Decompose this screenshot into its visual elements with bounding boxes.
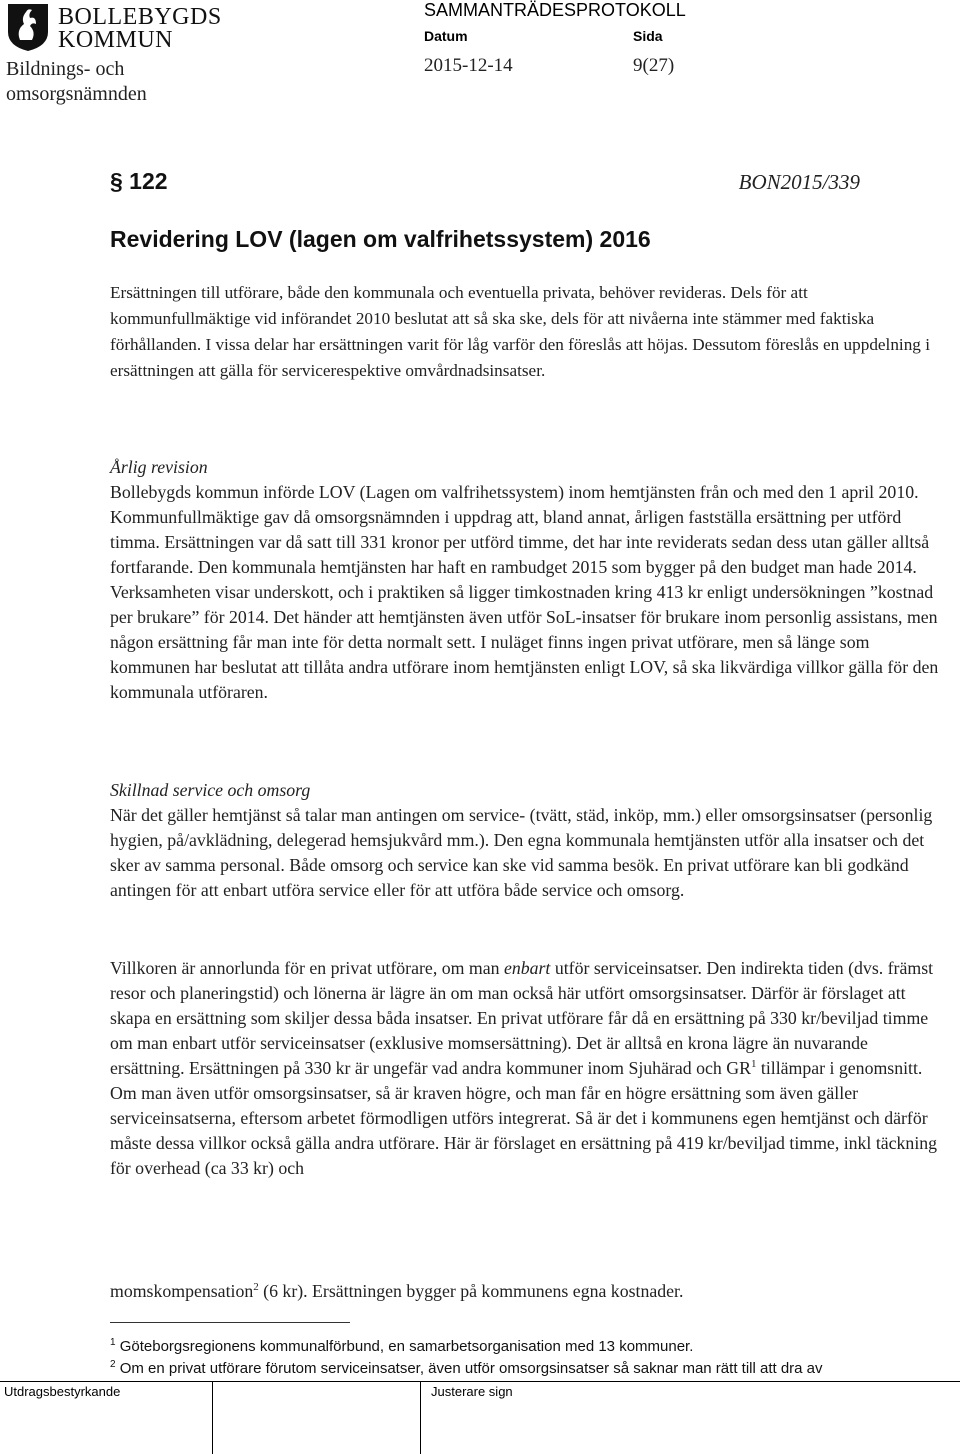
moms-section <box>110 1279 940 1304</box>
omsorg-paragraph: Om man även utför omsorgsinsatser, så är kraven högre, och man får en högre ersättning som även gäller serviceinsatserna, eftersom arbetet förmodligen utförs integrerat. Så är det i kommunens egen hemtjänst och därför måste dessa villkor också gälla andra utförare. Här är förslaget en ersättning på 419 kr/beviljad timme, inkl täckning för overhead (ca 33 kr) och <box>110 1083 938 1178</box>
moms-text-end: (6 kr). Ersättningen bygger på kommunens egna kostnader. <box>258 1281 684 1301</box>
footnote-2 <box>110 1360 823 1378</box>
department-line1: Bildnings- och <box>6 58 125 80</box>
crest-icon <box>6 2 50 52</box>
page-value: 9(27) <box>633 55 675 76</box>
conditions-section <box>110 956 940 1181</box>
case-number: BON2015/339 <box>738 170 860 194</box>
footer-separator-2 <box>420 1381 421 1454</box>
conditions-text-middle: utför serviceinsatser. Den indirekta tiden (dvs. främst resor och planeringstid) och lönerna är lägre än om man också här utfört omsorgsinsatser. Därför är förslaget att skapa en ersättning som skiljer dessa båda insatser. En privat utförare får då en ersättning på 330 kr/beviljad timme om man enbart utför serviceinsatser (exklusive momsersättning). Det är alltså en krona lägre än nuvarande ersättning. Ersättningen på 330 kr är ungefär vad andra kommuner inom Sjuhärad och GR <box>110 958 934 1078</box>
logo-name-line1: BOLLEBYGDS <box>58 4 222 30</box>
conditions-paragraph <box>110 956 940 1081</box>
footnote-2-mark: 2 <box>110 1359 116 1370</box>
footer-divider <box>0 1381 960 1382</box>
difference-paragraph: När det gäller hemtjänst så talar man antingen om service- (tvätt, städ, inköp, mm.) eller omsorgsinsatser (personlig hygien, på/avklädning, delegerad hemsjukvård mm.). Den egna kommunala hemtjänsten utför alla insatser och det sker av samma personal. Både omsorg och service kan ske vid samma besök. En privat utförare kan bli godkänd antingen för att enbart utföra service eller för att utföra både service och omsorg. <box>110 805 933 900</box>
intro-paragraph <box>110 280 940 384</box>
page-title: Revidering LOV (lagen om valfrihetssystem) 2016 <box>110 226 651 252</box>
moms-text-start: momskompensation <box>110 1281 254 1301</box>
footnote-ref-1[interactable]: 1 <box>750 1058 757 1071</box>
section-number: § 122 <box>110 168 168 194</box>
date-label: Datum <box>424 28 468 44</box>
difference-section <box>110 778 940 903</box>
footer-separator-1 <box>212 1381 213 1454</box>
adjuster-sign-label: Justerare sign <box>431 1384 513 1399</box>
footnote-divider <box>110 1322 350 1323</box>
revision-section <box>110 455 940 705</box>
conditions-text-start: Villkoren är annorlunda för en privat utförare, om man <box>110 958 504 978</box>
conditions-text-end: tillämpar i genomsnitt. <box>756 1058 923 1078</box>
moms-paragraph <box>110 1279 940 1304</box>
footnote-1 <box>110 1338 693 1356</box>
footnote-1-mark: 1 <box>110 1337 116 1348</box>
revision-heading: Årlig revision <box>110 457 208 477</box>
certification-label: Utdragsbestyrkande <box>4 1384 121 1399</box>
revision-paragraph: Bollebygds kommun införde LOV (Lagen om valfrihetssystem) inom hemtjänsten från och med den 1 april 2010. Kommunfullmäktige gav då omsorgsnämnden i uppdrag att, bland annat, årligen fastställa ersättning per utförd timma. Ersättningen var då satt till 331 kronor per utförd timme, det har inte reviderats sedan dess utan gäller alltså fortfarande. Den kommunala hemtjänsten har haft en rambudget 2015 som bygger på den budget man hade 2014. Verksamheten visar underskott, och i praktiken så ligger timkostnaden kring 413 kr enligt undersökningen ”kostnad per brukare” för 2014. Det händer att hemtjänsten även utför SoL-insatser för brukare inom personlig assistans, men någon ersättning får man inte för detta normalt sett. I nuläget finns ingen privat utförare, men så länge som kommunen har beslutat att tillåta andra utförare inom hemtjänsten enligt LOV, så ska likvärdiga villkor gälla för den kommunala utföraren. <box>110 482 939 702</box>
department-name <box>6 57 147 107</box>
footnote-2-text: Om en privat utförare förutom serviceinsatser, även utför omsorgsinsatser så saknar man rätt till att dra av <box>115 1360 823 1377</box>
department-line2: omsorgsnämnden <box>6 83 147 105</box>
page-label: Sida <box>633 28 663 44</box>
municipality-logo <box>6 2 222 53</box>
date-value: 2015-12-14 <box>424 55 513 76</box>
intro-text: Ersättningen till utförare, både den kommunala och eventuella privata, behöver revideras. Dels för att kommunfullmäktige vid införandet 2010 beslutat att så ska ske, dels för att nivåerna inte stämmer med faktiska förhållanden. I vissa delar har ersättningen varit för låg varför den föreslås att höjas. Dessutom föreslås en uppdelning i ersättningen att gälla för servicerespektive omvårdnadsinsatser. <box>110 283 930 380</box>
document-type: SAMMANTRÄDESPROTOKOLL <box>424 0 686 20</box>
footnote-1-text: Göteborgsregionens kommunalförbund, en samarbetsorganisation med 13 kommuner. <box>115 1338 694 1355</box>
difference-heading: Skillnad service och omsorg <box>110 780 311 800</box>
footnote-ref-2[interactable]: 2 <box>253 1281 259 1294</box>
conditions-emphasis: enbart <box>503 958 551 978</box>
logo-name-line2: KOMMUN <box>58 27 174 53</box>
